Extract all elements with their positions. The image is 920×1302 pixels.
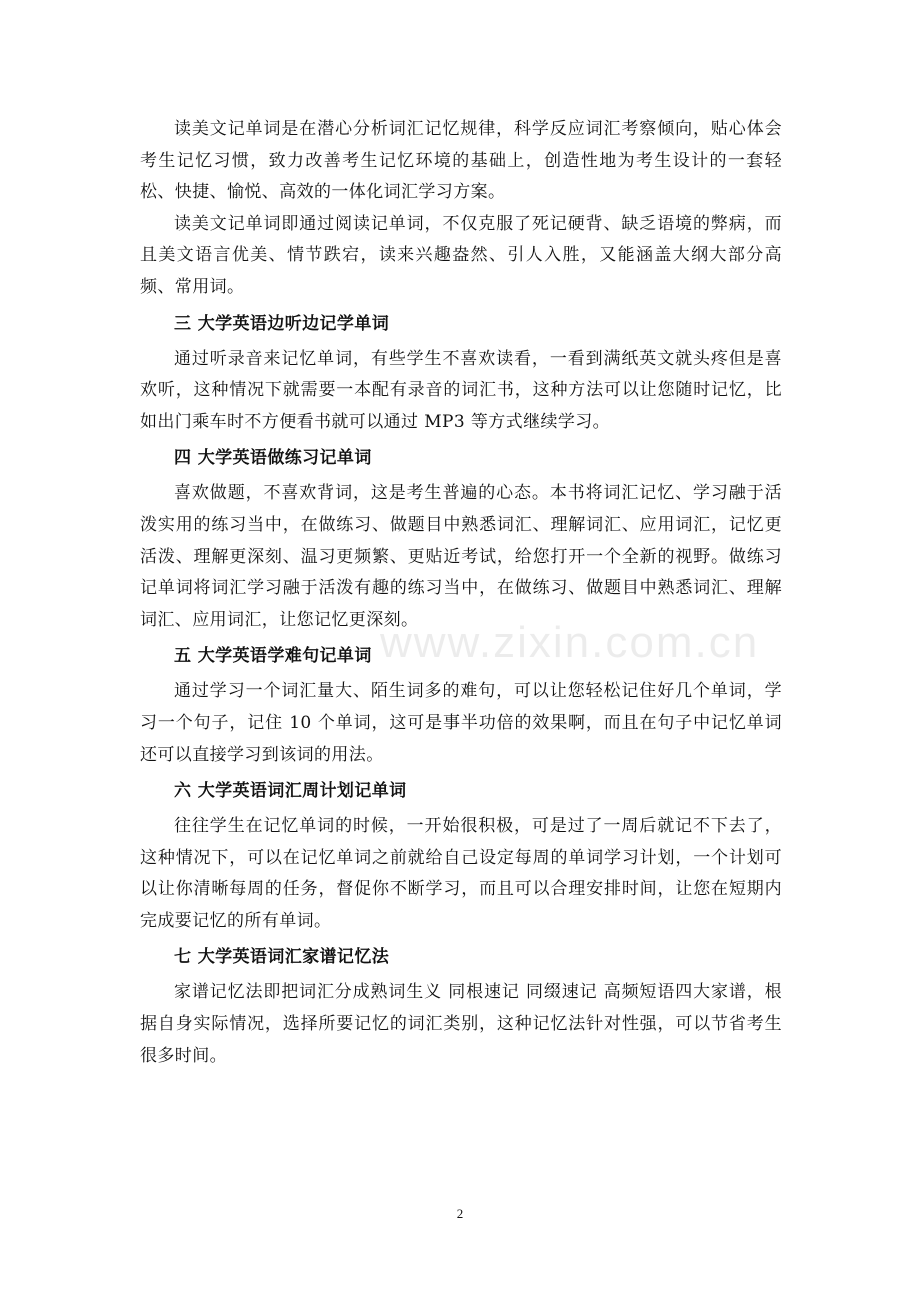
paragraph: 通过学习一个词汇量大、陌生词多的难句，可以让您轻松记住好几个单词，学习一个句子，记住 10 个单词，这可是事半功倍的效果啊，而且在句子中记忆单词还可以直接学习到该词的用法。: [140, 681, 782, 765]
section-heading: 四 大学英语做练习记单词: [174, 448, 372, 469]
paragraph: 家谱记忆法即把词汇分成熟词生义 同根速记 同缀速记 高频短语四大家谱，根据自身实际情况，选择所要记忆的词汇类别，这种记忆法针对性强，可以节省考生很多时间。: [140, 982, 782, 1066]
paragraph: 通过听录音来记忆单词，有些学生不喜欢读看，一看到满纸英文就头疼但是喜欢听，这种情况下就需要一本配有录音的词汇书，这种方法可以让您随时记忆，比如出门乘车时不方便看书就可以通过 MP3 等方式继续学习。: [140, 348, 782, 432]
section-heading: 五 大学英语学难句记单词: [174, 646, 372, 667]
section-heading: 六 大学英语词汇周计划记单词: [174, 781, 407, 802]
paragraph: 读美文记单词是在潜心分析词汇记忆规律，科学反应词汇考察倾向，贴心体会考生记忆习惯，致力改善考生记忆环境的基础上，创造性地为考生设计的一套轻松、快捷、愉悦、高效的一体化词汇学习方案。: [140, 119, 782, 203]
paragraph: 喜欢做题，不喜欢背词，这是考生普遍的心态。本书将词汇记忆、学习融于活泼实用的练习当中，在做练习、做题目中熟悉词汇、理解词汇、应用词汇，记忆更活泼、理解更深刻、温习更频繁、更贴近考试，给您打开一个全新的视野。做练习 记单词将词汇学习融于活泼有趣的练习当中，在做练习、做题目中熟悉词汇、理解词汇、应用词汇，让您记忆更深刻。: [140, 483, 782, 630]
page-number: 2: [456, 1206, 464, 1221]
watermark: www.zixin.com.cn: [380, 618, 760, 667]
paragraph: 往往学生在记忆单词的时候，一开始很积极，可是过了一周后就记不下去了，这种情况下，可以在记忆单词之前就给自己设定每周的单词学习计划，一个计划可以让你清晰每周的任务，督促你不断学习，而且可以合理安排时间，让您在短期内完成要记忆的所有单词。: [140, 816, 782, 931]
section-heading: 三 大学英语边听边记学单词: [174, 313, 390, 334]
paragraph: 读美文记单词即通过阅读记单词，不仅克服了死记硬背、缺乏语境的弊病，而且美文语言优美、情节跌宕，读来兴趣盎然、引人入胜，又能涵盖大纲大部分高频、常用词。: [140, 213, 782, 297]
document-body: [140, 114, 782, 1072]
section-heading: 七 大学英语词汇家谱记忆法: [174, 947, 390, 968]
